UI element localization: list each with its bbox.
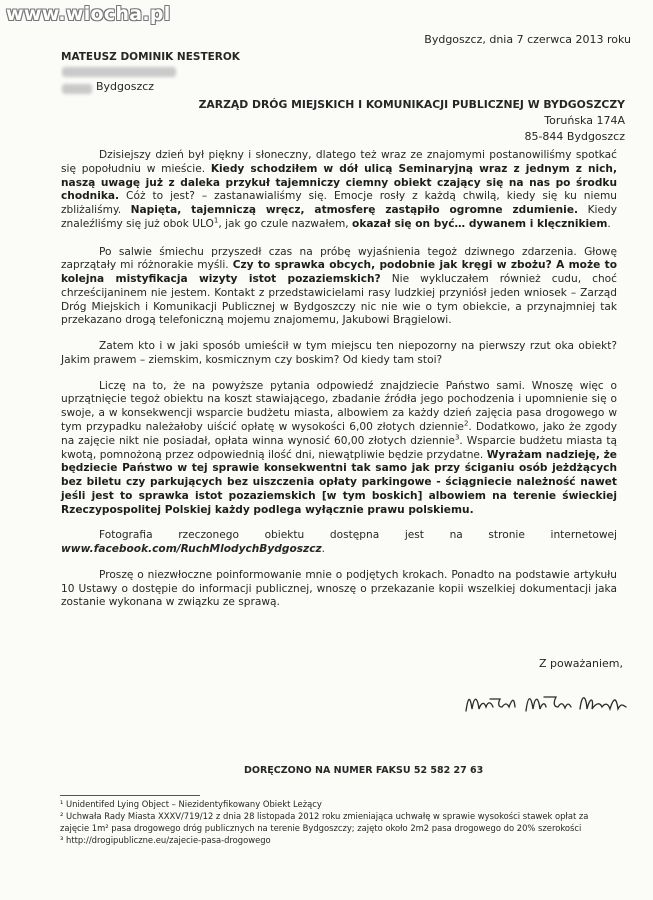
sender-name: MATEUSZ DOMINIK NESTEROK (61, 51, 240, 63)
redacted-address-line (62, 67, 176, 77)
paragraph-2 (61, 246, 617, 329)
closing-salutation: Z poważaniem, (538, 657, 623, 670)
facebook-link[interactable]: www.facebook.com/RuchMlodychBydgoszcz (61, 543, 322, 556)
recipient-block (199, 98, 625, 145)
text-run: . (607, 217, 611, 230)
paragraph-3 (61, 340, 617, 368)
footnote-2: ² Uchwała Rady Miasta XXXV/719/12 z dnia 28 listopada 2012 roku zmieniająca uchwałę w sprawie wysokości stawek opłat za zajęcie 1m² pasa drogowego dróg publicznych na terenie Bydgoszczy; zajęto około 2m2 pasa drogowego do 20% szerokości (60, 811, 589, 833)
bold-run: Czy to sprawka obcych, podobnie jak kręgi w zbożu? A może to kolejna mistyfikacja wizyty istot pozaziemskich? (61, 259, 617, 286)
text-run: , jak go czule nazwałem, (218, 217, 353, 230)
paragraph-4 (61, 380, 617, 518)
footnote-ref-3: 3 (454, 433, 460, 442)
handwritten-signature (460, 685, 630, 725)
text-run: . Wsparcie budżetu miasta tą kwotą, pomnożoną przez odpowiednią ilość dni, niewątpliwie będzie przydatne. (61, 434, 617, 461)
text-run: . (321, 543, 326, 556)
paragraph-1 (61, 149, 617, 232)
bold-run: Napięta, tajemniczą wręcz, atmosferę zastąpiło ogromne zdumienie. (130, 204, 579, 217)
bold-run: Wyrażam nadzieję, że będziecie Państwo w tej sprawie konsekwentni tak samo jak przy ściganiu osób jeżdżących bez biletu czy parkujących bez uiszczenia opłaty parkingowe - ściągniecie należność nawet jeśli jest to sprawka istot pozaziemskich [w tym boskich] albowiem na terenie świeckiej Rzeczypospolitej Polskiej każdy podlega wyłącznie prawu polskiemu. (61, 448, 617, 516)
text-run: Liczę na to, że na powyższe pytania odpowiedź znajdziecie Państwo sami. Wnoszę więc o uprzątnięcie tegoż obiektu na koszt stawiającego, zbadanie źródła jego pochodzenia i upomnienie się o swoje, a w konsekwencji wsparcie budżetu miasta, albowiem za każdy dzień zajęcia pasa drogowego w tym przypadku należałoby uiścić opłatę w wysokości 6,00 złotych dziennie (61, 379, 617, 434)
text-run: . Dodatkowo, jako że zgody na zajęcie nikt nie posiadał, opłata winna wynosić 60,00 złotych dziennie (61, 421, 617, 447)
text-run: Proszę o niezwłoczne poinformowanie mnie o podjętych krokach. Ponadto na podstawie artykułu 10 Ustawy o dostępie do informacji publicznej, wnoszę o przekazanie kopii wszelkiej dokumentacji jaka zostanie wykonana w związku ze sprawą. (61, 568, 617, 609)
recipient-name: ZARZĄD DRÓG MIEJSKICH I KOMUNIKACJI PUBLICZNEJ W BYDGOSZCZY (198, 98, 625, 111)
letter-date: Bydgoszcz, dnia 7 czerwca 2013 roku (424, 33, 631, 46)
footnotes (60, 799, 620, 847)
fax-notice: DORĘCZONO NA NUMER FAKSU 52 582 27 63 (244, 765, 484, 776)
footnote-3: ³ http://drogipubliczne.eu/zajecie-pasa-drogowego (60, 835, 271, 846)
footnote-1: ¹ Unidentifed Lying Object – Niezidentyfikowany Obiekt Leżący (60, 799, 322, 809)
footnote-ref-1: 1 (213, 216, 219, 225)
text-run: Po salwie śmiechu przyszedł czas na próbę wyjaśnienia tegoż dziwnego zdarzenia. Głowę zaprzątały mi różnorakie myśli. (61, 245, 617, 272)
sender-city: Bydgoszcz (96, 80, 155, 93)
bold-run: okazał się on być… dywanem i klęcznikiem (352, 217, 608, 230)
text-run: Zatem kto i w jaki sposób umieścił w tym miejscu ten niepozorny na pierwszy rzut oka obiekt? Jakim prawem – ziemskim, kosmicznym czy boskim? Od kiedy tam stoi? (61, 340, 617, 366)
redacted-postal-code (62, 84, 92, 94)
text-run: Kiedy znaleźliśmy się już obok ULO (61, 204, 617, 230)
text-run: Dzisiejszy dzień był piękny i słoneczny, dlatego też wraz ze znajomymi postanowiliśmy spotkać się popołudniu w mieście. (61, 149, 617, 175)
paragraph-5 (61, 529, 617, 557)
footnote-ref-2: 2 (463, 419, 469, 428)
recipient-street: Toruńska 174A (544, 114, 625, 128)
paragraph-6 (61, 569, 617, 610)
text-run: Nie wykluczałem również cudu, choć chrześcijaninem nie jestem. Kontakt z przedstawicielami rasy ludzkiej przyniósł jeden wniosek – Zarząd Dróg Miejskich i Komunikacji Publicznej w Bydgoszczy nic nie wie o tym obiekcie, a przynajmniej tak przekazano drogą telefoniczną mojemu znajomemu, Jakubowi Brągielowi. (61, 273, 617, 327)
letter-body (61, 149, 617, 622)
footnote-divider (60, 795, 200, 796)
recipient-city: 85-844 Bydgoszcz (524, 130, 625, 144)
text-run: Fotografia rzeczonego obiektu dostępna jest na stronie internetowej (99, 529, 617, 542)
text-run: Cóż to jest? – zastanawialiśmy się. Emocje rosły z każdą chwilą, kiedy się ku niemu zbliżaliśmy. (61, 190, 617, 217)
site-watermark: www.wiocha.pl (6, 3, 171, 25)
bold-run: Kiedy schodziłem w dół ulicą Seminaryjną wraz z jednym z nich, naszą uwagę już z daleka przykuł tajemniczy ciemny obiekt czający się na nas po środku chodnika. (61, 162, 617, 203)
